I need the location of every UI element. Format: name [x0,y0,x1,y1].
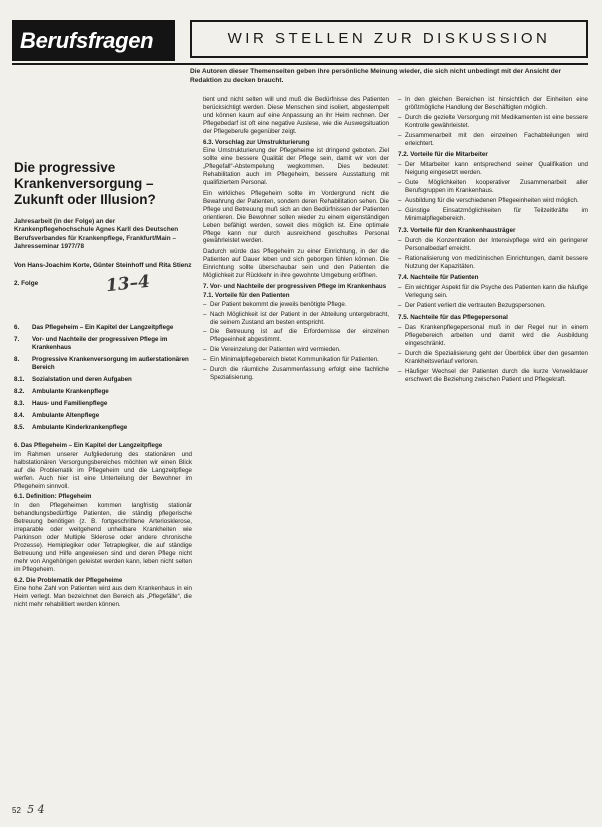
section-heading: 6.1. Definition: Pflegeheim [14,493,92,501]
bullet-marker: – [398,349,402,357]
section-heading: 6.2. Die Problematik der Pflegeheime [14,576,123,584]
paragraph: Dadurch würde das Pflegeheim zu einer Einrichtung, in der die Patienten auf Dauer leben und sich geborgen fühlen können. Die Einrichtung sollte überschaubar sein und den Patienten die Möglichkeit zur Rückkehr in ihre gewohnte Umgebung eröffnen. [203,248,389,280]
bullet-item [398,350,588,366]
toc-number: 8.3. [14,400,25,408]
toc-title: Progressive Krankenversorgung im außerstationären Bereich [32,356,189,372]
column-middle-body [203,96,389,300]
bullet-text: Die Vereinzelung der Patienten wird vermieden. [210,346,341,354]
bullet-marker: – [398,96,402,103]
bullet-text: Zusammenarbeit mit den einzelnen Fachabteilungen wird erleichtert. [405,131,588,147]
toc-item [14,356,192,372]
bullet-item [398,255,588,271]
toc-number: 8.5. [14,424,25,432]
bullet-item [203,311,389,327]
column-middle [203,96,389,384]
article-title: Die progressive Krankenversorgung – Zukunft oder Illusion? [14,160,156,207]
bullet-text: Ein Minimalpflegebereich bietet Kommunikation für Patienten. [210,356,379,364]
bullet-text: Der Patient verliert die vertrauten Bezugspersonen. [405,302,546,310]
header-rule [12,63,588,65]
bullet-text: Günstige Einsatzmöglichkeiten für Teilzeitkräfte im Minimalpflegebereich. [405,206,588,222]
paragraph: Eine Umstrukturierung der Pflegeheime ist dringend geboten. Ziel sollte eine bessere Qualität der Pflege sein, damit wir von der „Pflegefall“-Abstempelung wegkommen. Dies bedeutet: Rehabilitation auch im Pflegeheim, bessere Ausstattung mit qualifiziertem Personal. [203,147,389,187]
toc-number: 8.4. [14,412,25,420]
handwritten-page-note: 5 4 [27,803,45,816]
toc-number: 8.1. [14,376,25,384]
bullet-marker: – [398,197,402,205]
bullet-item [398,96,588,112]
bullet-marker: – [203,328,207,336]
bullet-text: Durch die Spezialisierung geht der Überblick über den gesamten Krankheitsverlauf verloren. [405,349,588,365]
section-heading: 7.3. Vorteile für den Krankenhausträger [398,226,516,234]
bullet-marker: – [398,113,402,121]
bullet-item [398,368,588,384]
toc-item [14,324,192,332]
toc-number: 8. [14,356,20,364]
bullet-text: Durch die Konzentration der Intensivpflege wird ein geringerer Personalbedarf erreicht. [405,236,588,252]
toc-number: 6. [14,324,20,332]
bullet-text: In den gleichen Bereichen ist hinsichtlich der Einheiten eine größtmögliche Handlung der Beschäftigten möglich. [405,96,588,111]
series-part-label: 2. Folge [14,280,39,288]
bullet-item [398,197,588,205]
bullet-item [203,366,389,382]
bullet-text: Häufiger Wechsel der Patienten durch die kurze Verweildauer erschwert die Beziehung zwischen Patient und Pflegekraft. [405,367,588,383]
section-heading: 6. Das Pflegeheim – Ein Kapitel der Langzeitpflege [14,442,163,450]
bullet-text: Durch die räumliche Zusammenfassung erfolgt eine fachliche Spezialisierung. [210,366,389,381]
bullet-item [203,328,389,344]
bullet-marker: – [398,131,402,139]
toc-title: Ambulante Krankenpflege [32,388,109,396]
paragraph: Ein wirkliches Pflegeheim sollte im Vordergrund nicht die Bewahrung der Patienten, sondern deren Rehabilitation sehen. Die Pflege und Betreuung muß sich an den Bedürfnissen der Patienten orientieren. Die Bewohner sollen wieder zu einem eigenständigen Leben befähigt werden, soweit dies möglich ist. Eine optimale Pflege kann nur durch ausreichend geschultes Personal gewährleistet werden. [203,189,389,245]
column-right-intro-bullets [398,96,588,147]
bullet-item [398,179,588,195]
section-rubric: Berufsfragen [12,20,175,61]
article-meta: Jahresarbeit (in der Folge) an der Krankenpflegehochschule Agnes Karll des Deutschen Berufsverbandes für Krankenpflege, Frankfurt/Main – Jahresseminar 1977/78 [14,218,179,251]
bullet-marker: – [398,302,402,310]
bullet-text: Gute Möglichkeiten kooperativer Zusammenarbeit aller Berufsgruppen im Krankenhaus. [405,179,588,195]
column-right [398,96,588,385]
toc-number: 8.2. [14,388,25,396]
toc-item [14,388,192,396]
bullet-marker: – [398,206,402,214]
bullet-marker: – [398,254,402,262]
discussion-banner: WIR STELLEN ZUR DISKUSSION [190,20,588,58]
bullet-marker: – [203,310,207,318]
bullet-item [398,132,588,148]
table-of-contents [14,324,192,432]
column-left-body [14,442,192,609]
section-heading: 6.3. Vorschlag zur Umstrukturierung [203,138,310,146]
bullet-text: Rationalisierung von medizinischen Einrichtungen, damit bessere Nutzung der Kapazitäten. [405,254,588,270]
bullet-marker: – [398,367,402,375]
handwritten-note: 13–4 [105,271,151,297]
toc-item [14,376,192,384]
paragraph: tient und nicht selten will und muß die Bedürfnisse des Patienten berücksichtigt werden. Diese Menschen sind isoliert, abgestempelt und können kaum auf eine Anpassung an ihr Heim rechnen. Der Pflegebedarf ist oft eine negative Auslese, wie die Auswegsituation der Pflegeberufe gegenüber zeigt. [203,96,389,135]
toc-title: Ambulante Kinderkrankenpflege [32,424,128,432]
bullet-text: Ein wichtiger Aspekt für die Psyche des Patienten kann die häufige Verlegung sein. [405,284,588,300]
bullet-item [203,301,389,309]
bullet-item [398,207,588,223]
bullet-item [398,284,588,300]
bullet-text: Das Krankenpflegepersonal muß in der Regel nur in einem Pflegebereich arbeiten und damit wird die Ausbildung eingeschränkt. [405,324,588,347]
paragraph: In den Pflegeheimen kommen langfristig stationär behandlungsbedürftige Patienten, die ständig pflegerische Betreuung benötigen (z. B. fortgeschrittene Arteriosklerose, irreparable oder weitgehend unheilbare Krankheiten wie Parkinson oder Multiple Sklerose oder andere chronische Prozesse). Hemiplegiker oder Tetraplegiker, die auf ständige Betreuung und Hilfe angewiesen sind und deren Pflege nicht mehr von Angehörigen geleistet werden kann, leben nicht selten im Pflegeheim. [14,502,192,573]
toc-item [14,400,192,408]
bullet-item [203,356,389,364]
bullet-item [398,161,588,177]
bullet-marker: – [398,236,402,244]
section-heading: 7.2. Vorteile für die Mitarbeiter [398,151,488,159]
bullet-text: Die Betreuung ist auf die Erfordernisse der einzelnen Pflegeeinheit abgestimmt. [210,328,389,344]
bullet-marker: – [398,284,402,292]
bullet-marker: – [398,179,402,187]
section-heading: 7.4. Nachteile für Patienten [398,274,479,282]
section-heading: 7. Vor- und Nachteile der progressiven Pflege im Krankenhaus [203,282,387,290]
article-authors: Von Hans-Joachim Korte, Günter Steinhoff und Rita Stienz [14,261,192,269]
bullet-text: Der Mitarbeiter kann entsprechend seiner Qualifikation und Neigung eingesetzt werden. [405,161,588,177]
bullet-item [398,237,588,253]
section-heading: 7.1. Vorteile für den Patienten [203,291,290,299]
bullet-marker: – [398,324,402,332]
paragraph: Eine hohe Zahl von Patienten wird aus dem Krankenhaus in ein Heim verlegt. Man bezeichnet den Bereich als „Pflegefälle“, die nicht mehr rehabilitiert werden können. [14,585,192,609]
series-part [14,271,192,320]
editorial-disclaimer: Die Autoren dieser Themenseiten geben ihre persönliche Meinung wieder, die sich nicht unbedingt mit der Ansicht der Redaktion zu decken braucht. [190,68,562,84]
toc-item [14,424,192,432]
column-left [14,160,192,612]
column-middle-bullets [203,301,389,382]
toc-title: Ambulante Altenpflege [32,412,100,420]
bullet-marker: – [398,161,402,169]
toc-title: Haus- und Familienpflege [32,400,108,408]
bullet-text: Der Patient bekommt die jeweils benötigte Pflege. [210,300,347,308]
paragraph: Im Rahmen unserer Aufgliederung des stationären und halbstationären Versorgungsbereiches möchten wir einen Blick auf die Problematik im Pflegeheim und die Langzeitpflege werfen. Auch hier ist eine Unterteilung der Bewohner im Pflegeheim sinnvoll. [14,450,192,490]
page-number: 52 [12,806,21,815]
bullet-marker: – [203,356,207,364]
bullet-text: Ausbildung für die verschiedenen Pflegeeinheiten wird möglich. [405,197,579,205]
bullet-item [203,346,389,354]
page-footer [12,803,45,816]
toc-item [14,336,192,352]
bullet-text: Nach Möglichkeit ist der Patient in der Abteilung untergebracht, die seinem Zustand am besten entspricht. [210,310,389,326]
toc-title: Das Pflegeheim – Ein Kapitel der Langzeitpflege [32,324,174,332]
toc-title: Vor- und Nachteile der progressiven Pflege im Krankenhaus [32,336,168,352]
toc-item [14,412,192,420]
column-right-sections [398,151,588,383]
bullet-item [398,114,588,130]
section-heading: 7.5. Nachteile für das Pflegepersonal [398,314,508,322]
bullet-marker: – [203,346,207,354]
toc-title: Sozialstation und deren Aufgaben [32,376,132,384]
bullet-text: Durch die gezielte Versorgung mit Medikamenten ist eine bessere Kontrolle gewährleistet. [405,113,588,129]
bullet-marker: – [203,300,207,308]
bullet-item [398,302,588,310]
bullet-item [398,324,588,348]
bullet-marker: – [203,366,207,374]
toc-number: 7. [14,336,20,344]
